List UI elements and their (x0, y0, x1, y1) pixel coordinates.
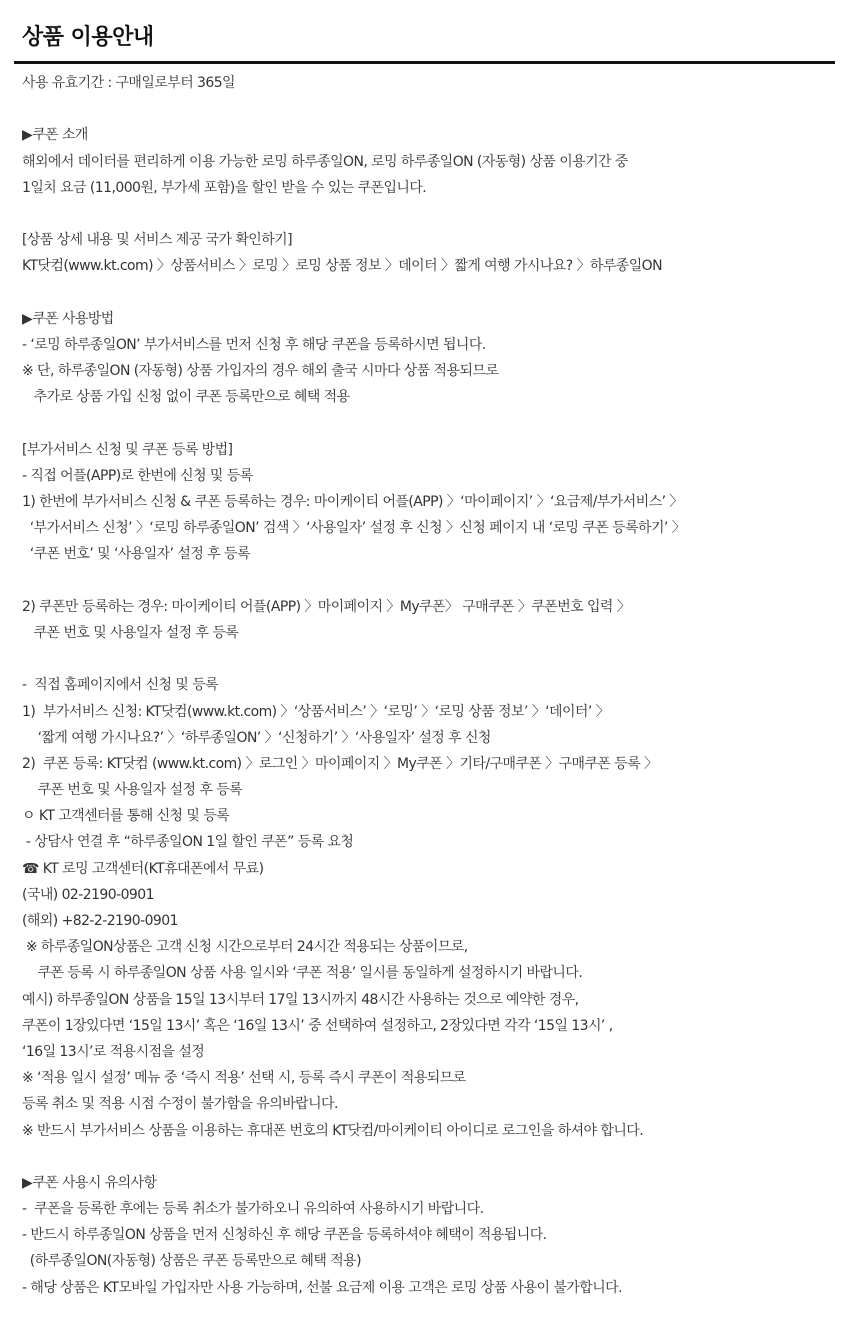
notice-line: 예시) 하루종일ON 상품을 15일 13시부터 17일 13시까지 48시간 사용하는 것으로 예약한 경우, (22, 991, 579, 1008)
notice-line: ▶쿠폰 사용시 유의사항 (22, 1174, 157, 1191)
notice-line: 1) 한번에 부가서비스 신청 & 쿠폰 등록하는 경우: 마이케이티 어플(APP) 〉‘마이페이지’ 〉‘요금제/부가서비스’ 〉 (22, 494, 683, 510)
page-title: 상품 이용안내 (22, 25, 154, 50)
notice-line: 쿠폰 번호 및 사용일자 설정 후 등록 (22, 624, 239, 641)
notice-line: ▶쿠폰 사용방법 (22, 310, 114, 327)
notice-line: ㅇ KT 고객센터를 통해 신청 및 등록 (22, 808, 230, 825)
notice-line: [상품 상세 내용 및 서비스 제공 국가 확인하기] (22, 232, 293, 249)
notice-line: 해외에서 데이터를 편리하게 이용 가능한 로밍 하루종일ON, 로밍 하루종일ON (자동형) 상품 이용기간 중 (22, 153, 628, 170)
notice-line: (하루종일ON(자동형) 상품은 쿠폰 등록만으로 혜택 적용) (22, 1253, 361, 1270)
notice-line: (국내) 02-2190-0901 (22, 886, 154, 903)
blank-line (22, 280, 842, 306)
notice-line: - 쿠폰을 등록한 후에는 등록 취소가 불가하오니 유의하여 사용하시기 바랍니다. (22, 1201, 484, 1218)
notice-line: 추가로 상품 가입 신청 없이 쿠폰 등록만으로 혜택 적용 (22, 389, 350, 406)
notice-line: ‘쿠폰 번호’ 및 ‘사용일자’ 설정 후 등록 (22, 546, 250, 563)
blank-line (22, 410, 842, 436)
notice-line: - 상담사 연결 후 “하루종일ON 1일 할인 쿠폰” 등록 요청 (22, 834, 354, 851)
notice-line: - 해당 상품은 KT모바일 가입자만 사용 가능하며, 선불 요금제 이용 고객은 로밍 상품 사용이 불가합니다. (22, 1279, 622, 1296)
notice-line: 사용 유효기간 : 구매일로부터 365일 (22, 75, 236, 91)
notice-line: ‘부가서비스 신청’ 〉‘로밍 하루종일ON’ 검색 〉‘사용일자’ 설정 후 신청 〉신청 페이지 내 ‘로밍 쿠폰 등록하기’ 〉 (22, 520, 686, 537)
notice-line: 등록 취소 및 적용 시점 수정이 불가함을 유의바랍니다. (22, 1096, 338, 1113)
notice-line: 쿠폰이 1장있다면 ‘15일 13시’ 혹은 ‘16일 13시’ 중 선택하여 설정하고, 2장있다면 각각 ‘15일 13시’ , (22, 1017, 613, 1034)
notice-line: 쿠폰 등록 시 하루종일ON 상품 사용 일시와 ‘쿠폰 적용’ 일시를 동일하게 설정하시기 바랍니다. (22, 965, 583, 982)
notice-line: ‘16일 13시’로 적용시점을 설정 (22, 1043, 205, 1060)
notice-line: ※ 하루종일ON상품은 고객 신청 시간으로부터 24시간 적용되는 상품이므로, (22, 939, 468, 956)
notice-line: - 반드시 하루종일ON 상품을 먼저 신청하신 후 해당 쿠폰을 등록하셔야 혜택이 적용됩니다. (22, 1227, 547, 1244)
blank-line (22, 646, 842, 672)
notice-line: 쿠폰 번호 및 사용일자 설정 후 등록 (22, 782, 243, 799)
notice-line: ▶쿠폰 소개 (22, 127, 88, 144)
notice-line: - 직접 홈페이지에서 신청 및 등록 (22, 677, 219, 694)
notice-line: [부가서비스 신청 및 쿠폰 등록 방법] (22, 441, 233, 458)
notice-body (22, 70, 842, 1301)
notice-line: 2) 쿠폰 등록: KT닷컴 (www.kt.com) 〉로그인 〉마이페이지 〉My쿠폰 〉기타/구매쿠폰 〉구매쿠폰 등록 〉 (22, 755, 658, 772)
notice-line: (해외) +82-2-2190-0901 (22, 913, 178, 929)
notice-line: 1) 부가서비스 신청: KT닷컴(www.kt.com) 〉‘상품서비스’ 〉‘로밍’ 〉‘로밍 상품 정보’ 〉‘데이터’ 〉 (22, 703, 610, 720)
blank-line (22, 96, 842, 122)
notice-line: ☎ KT 로밍 고객센터(KT휴대폰에서 무료) (22, 860, 264, 877)
notice-line: 2) 쿠폰만 등록하는 경우: 마이케이티 어플(APP) 〉마이페이지 〉My쿠폰〉 구매쿠폰 〉쿠폰번호 입력 〉 (22, 598, 631, 615)
notice-line: KT닷컴(www.kt.com) 〉상품서비스 〉로밍 〉로밍 상품 정보 〉데이터 〉짧게 여행 가시나요? 〉하루종일ON (22, 258, 662, 275)
notice-line: ※ 단, 하루종일ON (자동형) 상품 가입자의 경우 해외 출국 시마다 상품 적용되므로 (22, 363, 499, 380)
notice-line: ※ 반드시 부가서비스 상품을 이용하는 휴대폰 번호의 KT닷컴/마이케이티 아이디로 로그인을 하셔야 합니다. (22, 1122, 644, 1139)
notice-line: ※ ‘적용 일시 설정’ 메뉴 중 ‘즉시 적용’ 선택 시, 등록 즉시 쿠폰이 적용되므로 (22, 1070, 466, 1087)
blank-line (22, 1144, 842, 1170)
blank-line (22, 568, 842, 594)
notice-line: 1일치 요금 (11,000원, 부가세 포함)을 할인 받을 수 있는 쿠폰입니다. (22, 179, 427, 196)
notice-line: - ‘로밍 하루종일ON’ 부가서비스를 먼저 신청 후 해당 쿠폰을 등록하시면 됩니다. (22, 336, 486, 353)
notice-line: - 직접 어플(APP)로 한번에 신청 및 등록 (22, 467, 253, 484)
title-divider (14, 61, 835, 64)
notice-line: ‘짧게 여행 가시나요?’ 〉‘하루종일ON’ 〉‘신청하기’ 〉‘사용일자’ 설정 후 신청 (22, 729, 491, 746)
blank-line (22, 201, 842, 227)
